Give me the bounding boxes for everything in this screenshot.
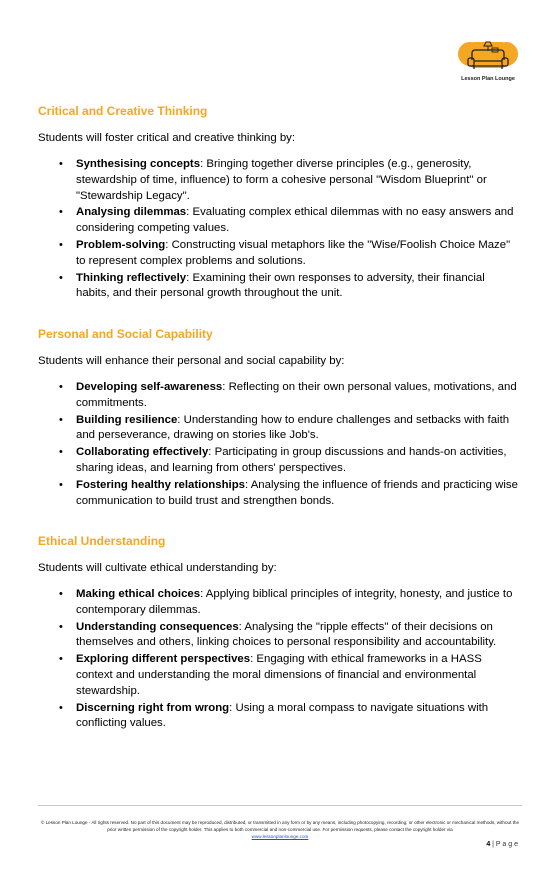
- bullet-list: [38, 380, 518, 509]
- section-critical-creative-thinking: [38, 104, 518, 303]
- item-text: : Understanding how to endure challenges and setbacks with faith and perseverance, drawing on stories like Job's.: [76, 413, 510, 442]
- bullet-icon: •: [59, 413, 63, 426]
- item-term: Building resilience: [76, 413, 178, 426]
- item-term: Discerning right from wrong: [76, 701, 230, 714]
- list-item: [38, 271, 518, 303]
- list-item: [38, 238, 518, 270]
- bullet-list: [38, 157, 518, 302]
- list-item: [38, 413, 518, 445]
- list-item: [38, 445, 518, 477]
- item-term: Problem-solving: [76, 238, 166, 251]
- item-text: : Examining their own responses to adversity, their financial habits, and their personal growth throughout the unit.: [76, 271, 485, 300]
- logo-text: Lesson Plan Lounge: [461, 76, 515, 82]
- bullet-icon: •: [59, 653, 63, 666]
- list-item: [38, 701, 518, 733]
- bullet-icon: •: [59, 381, 63, 393]
- item-text: : Engaging with ethical frameworks in a HASS context and understanding the moral dimensions of financial and environmental stewardship.: [76, 653, 482, 697]
- footer-divider: [38, 805, 522, 806]
- section-intro: Students will cultivate ethical understanding by:: [38, 562, 277, 574]
- item-term: Understanding consequences: [76, 620, 239, 633]
- page-label: | P a g e: [492, 841, 518, 848]
- section-intro: Students will enhance their personal and social capability by:: [38, 355, 345, 367]
- bullet-icon: •: [59, 206, 63, 219]
- page-number-value: 4: [486, 841, 491, 848]
- bullet-icon: •: [59, 588, 63, 600]
- list-item: [38, 620, 518, 652]
- item-text: : Applying biblical principles of integrity, honesty, and justice to contemporary dilemmas.: [76, 588, 513, 616]
- section-intro: Students will foster critical and creative thinking by:: [38, 132, 296, 144]
- section-ethical-understanding: [38, 534, 518, 733]
- section-heading: Personal and Social Capability: [38, 327, 213, 341]
- page-number: [470, 841, 518, 848]
- bullet-icon: •: [59, 238, 63, 251]
- item-text: : Reflecting on their own personal values, motivations, and commitments.: [76, 381, 517, 409]
- bullet-icon: •: [59, 620, 63, 633]
- item-term: Thinking reflectively: [76, 271, 187, 284]
- item-text: : Bringing together diverse principles (e.g., generosity, stewardship of time, influence) to form a cohesive personal "Wisdom Blueprint" or "Stewardship Legacy".: [76, 158, 487, 202]
- copyright-text: © Lesson Plan Lounge - All rights reserved. No part of this document may be reproduced, distributed, or transmitted in any form or by any means, including photocopying, recording, or other electronic or mechanical methods, without the prior written permission of the copyright holder. This applies to both commercial and non-commercial use. For permission requests, please contact the copyright holder via: [40, 820, 520, 832]
- list-item: [38, 652, 518, 699]
- item-term: Analysing dilemmas: [76, 206, 187, 219]
- section-heading: Critical and Creative Thinking: [38, 104, 208, 118]
- item-text: : Analysing the influence of friends and practicing wise communication to build trust and strengthen bonds.: [76, 478, 518, 507]
- list-item: [38, 478, 518, 510]
- item-text: : Participating in group discussions and hands-on activities, sharing ideas, and learning from others' perspectives.: [76, 446, 507, 474]
- item-text: : Using a moral compass to navigate situations with conflicting values.: [76, 701, 489, 730]
- website-link[interactable]: www.lessonplanlounge.com: [251, 833, 309, 839]
- item-term: Fostering healthy relationships: [76, 478, 245, 491]
- list-item: [38, 587, 518, 619]
- bullet-list: [38, 587, 518, 732]
- item-term: Exploring different perspectives: [76, 653, 251, 666]
- item-term: Developing self-awareness: [76, 381, 223, 393]
- item-term: Synthesising concepts: [76, 158, 201, 170]
- item-text: : Constructing visual metaphors like the "Wise/Foolish Choice Maze" to represent complex problems and solutions.: [76, 238, 511, 267]
- bullet-icon: •: [59, 158, 63, 170]
- item-term: Making ethical choices: [76, 588, 201, 600]
- item-text: : Evaluating complex ethical dilemmas with no easy answers and considering competing values.: [76, 206, 514, 235]
- bullet-icon: •: [59, 271, 63, 284]
- list-item: [38, 205, 518, 237]
- bullet-icon: •: [59, 478, 63, 491]
- copyright-footer: [38, 820, 522, 840]
- bullet-icon: •: [59, 446, 63, 459]
- section-personal-social-capability: [38, 327, 518, 510]
- list-item: [38, 380, 518, 412]
- section-heading: Ethical Understanding: [38, 534, 166, 548]
- item-term: Collaborating effectively: [76, 446, 209, 459]
- list-item: [38, 157, 518, 204]
- item-text: : Analysing the "ripple effects" of their decisions on themselves and others, linking choices to personal responsibility and accountability.: [76, 620, 497, 649]
- bullet-icon: •: [59, 701, 63, 714]
